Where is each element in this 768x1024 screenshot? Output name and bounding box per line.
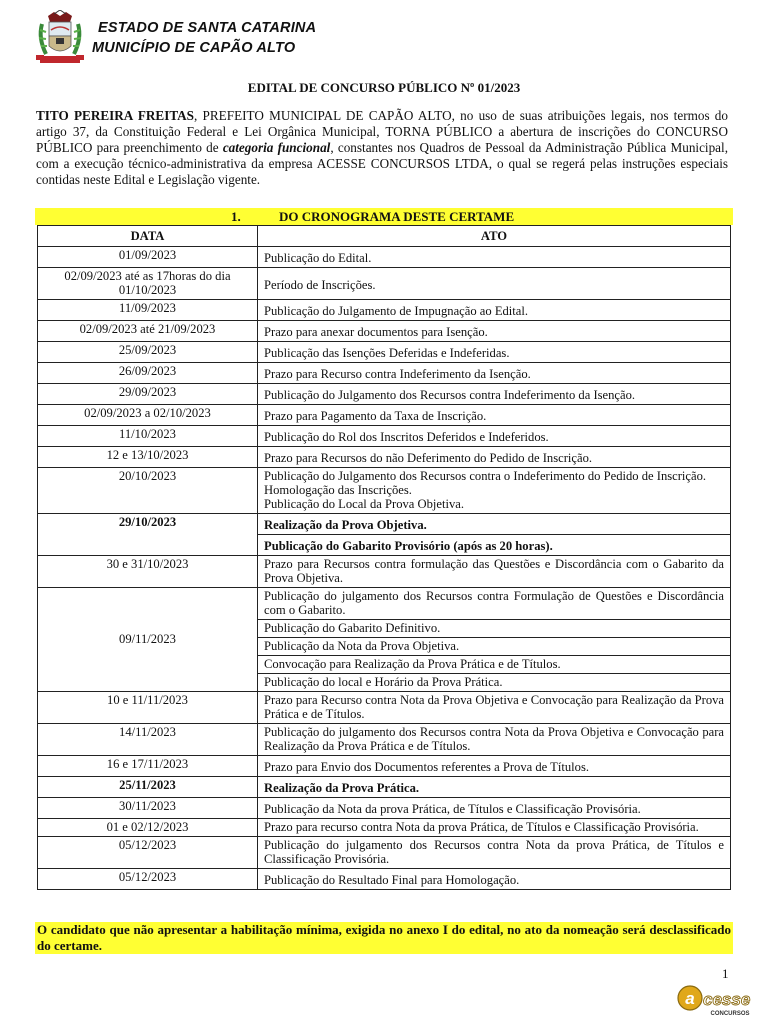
table-row: 25/09/2023 Publicação das Isenções Deferidas e Indeferidas. xyxy=(38,342,731,363)
svg-text:CONCURSOS: CONCURSOS xyxy=(710,1011,750,1017)
intro-paragraph: TITO PEREIRA FREITAS, PREFEITO MUNICIPAL DE CAPÃO ALTO, no uso de suas atribuições legais, nos termos do artigo 37, da Constituição Federal e Lei Orgânica Municipal, TORNA PÚBLICO a abertura de inscrições do CONCURSO PÚBLICO para preenchimento de categoria funcional, constantes nos Quadros de Pessoal da Administração Pública Municipal, com a execução técnico-administrativa da empresa ACESSE CONCURSOS LTDA, o qual se regerá pelas instruções especiais contidas neste Edital e Legislação vigente. xyxy=(36,108,728,187)
table-row: 10 e 11/11/2023 Prazo para Recurso contra Nota da Prova Objetiva e Convocação para Realização da Prova Prática e de Títulos. xyxy=(38,692,731,724)
table-row: 02/09/2023 até 21/09/2023 Prazo para anexar documentos para Isenção. xyxy=(38,321,731,342)
table-row: Publicação do Gabarito Provisório (após as 20 horas). xyxy=(38,535,731,556)
column-header-act: ATO xyxy=(258,226,731,247)
highlighted-notice: O candidato que não apresentar a habilitação mínima, exigida no anexo I do edital, no ato da nomeação será desclassificado do certame. xyxy=(37,922,731,953)
table-row: 26/09/2023 Prazo para Recurso contra Indeferimento da Isenção. xyxy=(38,363,731,384)
table-row: 29/10/2023 Realização da Prova Objetiva. xyxy=(38,514,731,535)
state-name: ESTADO DE SANTA CATARINA xyxy=(98,20,317,36)
table-row: 01/09/2023 Publicação do Edital. xyxy=(38,247,731,268)
document-title: EDITAL DE CONCURSO PÚBLICO Nº 01/2023 xyxy=(247,80,521,95)
table-row: 11/10/2023 Publicação do Rol dos Inscritos Deferidos e Indeferidos. xyxy=(38,426,731,447)
emphasis-text: categoria funcional xyxy=(222,140,331,155)
table-row: 14/11/2023 Publicação do julgamento dos Recursos contra Nota da Prova Objetiva e Convocação para Realização da Prova Prática e de Títulos. xyxy=(38,724,731,756)
table-header-row xyxy=(38,226,731,247)
municipality-name: MUNICÍPIO DE CAPÃO ALTO xyxy=(92,40,296,56)
table-row: 30/11/2023 Publicação da Nota da prova Prática, de Títulos e Classificação Provisória. xyxy=(38,798,731,819)
page-number: 1 xyxy=(722,966,729,981)
table-row: Publicação do local e Horário da Prova Prática. xyxy=(38,674,731,692)
table-row: 09/11/2023 Publicação do julgamento dos Recursos contra Formulação de Questões e Discordância com o Gabarito. xyxy=(38,588,731,620)
table-row: 01 e 02/12/2023 Prazo para recurso contra Nota da prova Prática, de Títulos e Classificação Provisória. xyxy=(38,819,731,837)
table-row: 29/09/2023 Publicação do Julgamento dos Recursos contra Indeferimento da Isenção. xyxy=(38,384,731,405)
svg-text:a: a xyxy=(685,989,695,1008)
table-row: 20/10/2023 Publicação do Julgamento dos Recursos contra o Indeferimento do Pedido de Inscrição. Homologação das Inscrições. Publicação do Local da Prova Objetiva. xyxy=(38,468,731,514)
table-row: 25/11/2023 Realização da Prova Prática. xyxy=(38,777,731,798)
section-heading xyxy=(35,208,733,225)
mayor-name: TITO PEREIRA FREITAS xyxy=(36,108,195,123)
table-row: 05/12/2023 Publicação do Resultado Final para Homologação. xyxy=(38,869,731,890)
table-row: Convocação para Realização da Prova Prática e de Títulos. xyxy=(38,656,731,674)
acesse-concursos-logo-icon xyxy=(676,983,764,1019)
table-row: 02/09/2023 até as 17horas do dia 01/10/2023 Período de Inscrições. xyxy=(38,268,731,300)
table-row: Publicação da Nota da Prova Objetiva. xyxy=(38,638,731,656)
letterhead xyxy=(34,10,434,68)
section-title: DO CRONOGRAMA DESTE CERTAME xyxy=(279,209,515,224)
svg-text:cesse: cesse xyxy=(703,990,751,1009)
table-row: 30 e 31/10/2023 Prazo para Recursos contra formulação das Questões e Discordância com o Gabarito da Prova Objetiva. xyxy=(38,556,731,588)
table-row: 05/12/2023 Publicação do julgamento dos Recursos contra Nota da prova Prática, de Títulos e Classificação Provisória. xyxy=(38,837,731,869)
coat-of-arms-icon xyxy=(34,10,86,66)
table-row: 11/09/2023 Publicação do Julgamento de Impugnação ao Edital. xyxy=(38,300,731,321)
section-number: 1. xyxy=(231,209,241,224)
column-header-date: DATA xyxy=(38,226,258,247)
table-row: 12 e 13/10/2023 Prazo para Recursos do não Deferimento do Pedido de Inscrição. xyxy=(38,447,731,468)
schedule-table xyxy=(37,225,731,890)
table-row: 02/09/2023 a 02/10/2023 Prazo para Pagamento da Taxa de Inscrição. xyxy=(38,405,731,426)
table-row: Publicação do Gabarito Definitivo. xyxy=(38,620,731,638)
table-row: 16 e 17/11/2023 Prazo para Envio dos Documentos referentes a Prova de Títulos. xyxy=(38,756,731,777)
